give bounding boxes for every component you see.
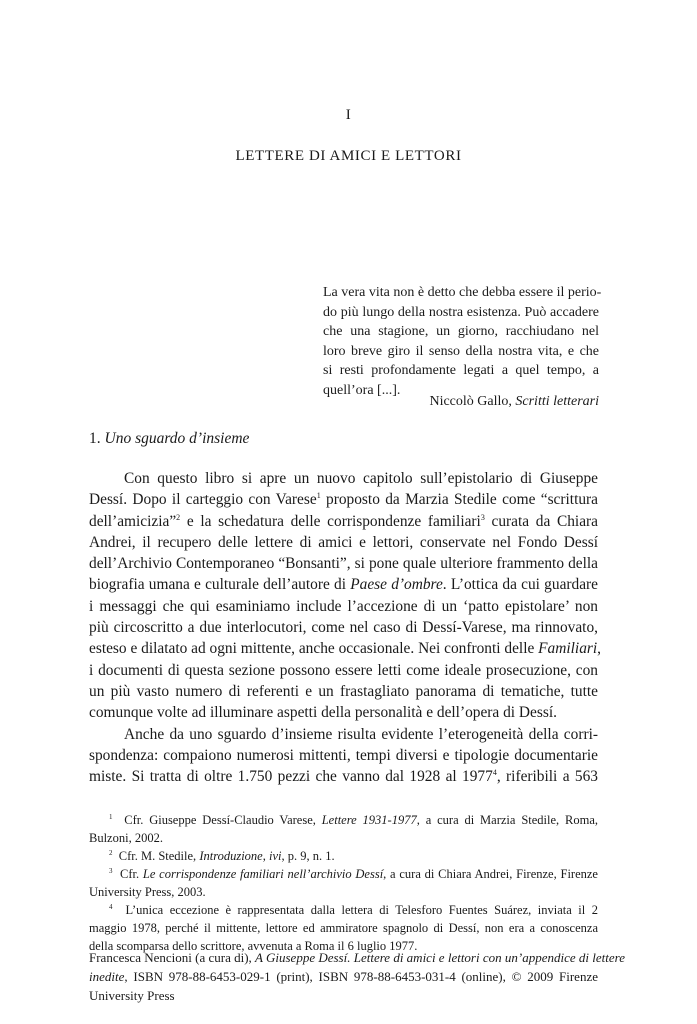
chapter-title: LETTERE DI AMICI E LETTORI xyxy=(235,148,462,164)
body-line: Andrei, il recupero delle lettere di amici e lettori, conservate nel Fondo Dessí xyxy=(89,533,598,551)
footnote-3: $^3$ Cfr. Le corrispondenze familiari nell’archivio Dessí, a cura di Chiara Andrei, Firenze, Firenze xyxy=(109,867,598,881)
body-line: Con questo libro si apre un nuovo capitolo sull’epistolario di Giuseppe xyxy=(124,470,598,487)
body-line: un più vasto numero di referenti e un frastagliato panorama di tematiche, tutte xyxy=(89,682,598,700)
footnote-ref[interactable]: 4 xyxy=(492,768,497,778)
footnote-ref[interactable]: 1 xyxy=(316,491,321,501)
body-line: comunque volte ad illuminare aspetti della personalità e dell’opera di Dessí. xyxy=(89,704,557,722)
footnote-4-cont: della scomparsa dello scrittore, avvenuta a Roma il 6 luglio 1977. xyxy=(89,939,418,953)
epigraph-line: si resti profondamente legati a quel tempo, a xyxy=(323,363,599,378)
body-line: esteso e dilatato ad ogni mittente, anche occasionale. Nei confronti delle Familiari, xyxy=(89,640,602,658)
body-line: dell’Archivio Contemporaneo “Bonsanti”, si pone quale ulteriore frammento della xyxy=(89,555,598,573)
credit-line: University Press xyxy=(89,988,175,1003)
body-line: dell’amicizia”$^2$ e la schedatura delle corrispondenze familiari$^3$ curata da Chiara xyxy=(89,512,598,530)
footnotes xyxy=(89,811,598,955)
credit-line: inedite, ISBN 978-88-6453-029-1 (print), ISBN 978-88-6453-031-4 (online), © 2009 Firenze xyxy=(89,969,598,984)
body-line: miste. Si tratta di oltre 1.750 pezzi che vanno dal 1928 al 1977$^4$, riferibili a 563 xyxy=(89,768,598,786)
footnote-4: $^4$ L’unica eccezione è rappresentata dalla lettera di Telesforo Fuentes Suárez, inviata il 2 xyxy=(109,903,599,917)
body-text xyxy=(89,468,602,787)
footnote-ref[interactable]: 2 xyxy=(176,512,181,522)
publication-credit xyxy=(89,948,625,1005)
epigraph-line: La vera vita non è detto che debba essere il perio- xyxy=(323,285,602,300)
footnote-3-cont: University Press, 2003. xyxy=(89,885,206,899)
footnote-2: $^2$ Cfr. M. Stedile, Introduzione, ivi, p. 9, n. 1. xyxy=(109,849,335,863)
footnote-4-cont: maggio 1978, perché il mittente, lettore ed ammiratore spagnolo di Dessí, non era a conoscenza xyxy=(89,921,598,935)
epigraph-author: Niccolò Gallo, xyxy=(429,394,516,409)
epigraph-line: quell’ora [...]. xyxy=(323,382,401,398)
chapter-number: I xyxy=(345,107,352,123)
body-line: i documenti di questa sezione possono essere letti come ideale prosecuzione, con xyxy=(89,661,598,679)
section-number: 1. xyxy=(89,430,105,447)
credit-line: Francesca Nencioni (a cura di), A Giuseppe Dessí. Lettere di amici e lettori con un’appendice di lettere xyxy=(89,950,625,965)
epigraph-line: loro breve giro il senso della nostra vita, e che xyxy=(323,343,599,359)
body-line: Dessí. Dopo il carteggio con Varese$^1$ proposto da Marzia Stedile come “scrittura xyxy=(89,491,598,509)
epigraph-line: che una stagione, un giorno, racchiudano nel xyxy=(323,324,599,339)
body-line: spondenza: compaiono numerosi mittenti, tempi diversi e tipologie documentarie xyxy=(89,746,598,764)
footnote-1: $^1$ Cfr. Giuseppe Dessí-Claudio Varese, Lettere 1931-1977, a cura di Marzia Stedile, Roma, xyxy=(109,813,599,827)
epigraph-work: Scritti letterari xyxy=(515,394,599,409)
body-line: biografia umana e culturale dell’autore di Paese d’ombre. L’ottica da cui guardare xyxy=(89,576,599,594)
section-title: Uno sguardo d’insieme xyxy=(104,430,250,447)
body-line: i messaggi che qui esaminiamo include l’accezione di un ‘patto epistolare’ non xyxy=(89,597,598,615)
body-line: più circoscritto a due interlocutori, come nel caso di Dessí-Varese, ma rinnovato, xyxy=(89,619,598,637)
epigraph-line: do più lungo della nostra esistenza. Può accadere xyxy=(323,304,599,320)
footnote-ref[interactable]: 3 xyxy=(480,512,485,522)
footnote-1-cont: Bulzoni, 2002. xyxy=(89,831,163,845)
epigraph xyxy=(323,283,602,400)
body-line: Anche da uno sguardo d’insieme risulta evidente l’eterogeneità della corri- xyxy=(124,725,598,743)
epigraph-attribution xyxy=(323,394,599,410)
section-heading xyxy=(89,430,249,448)
